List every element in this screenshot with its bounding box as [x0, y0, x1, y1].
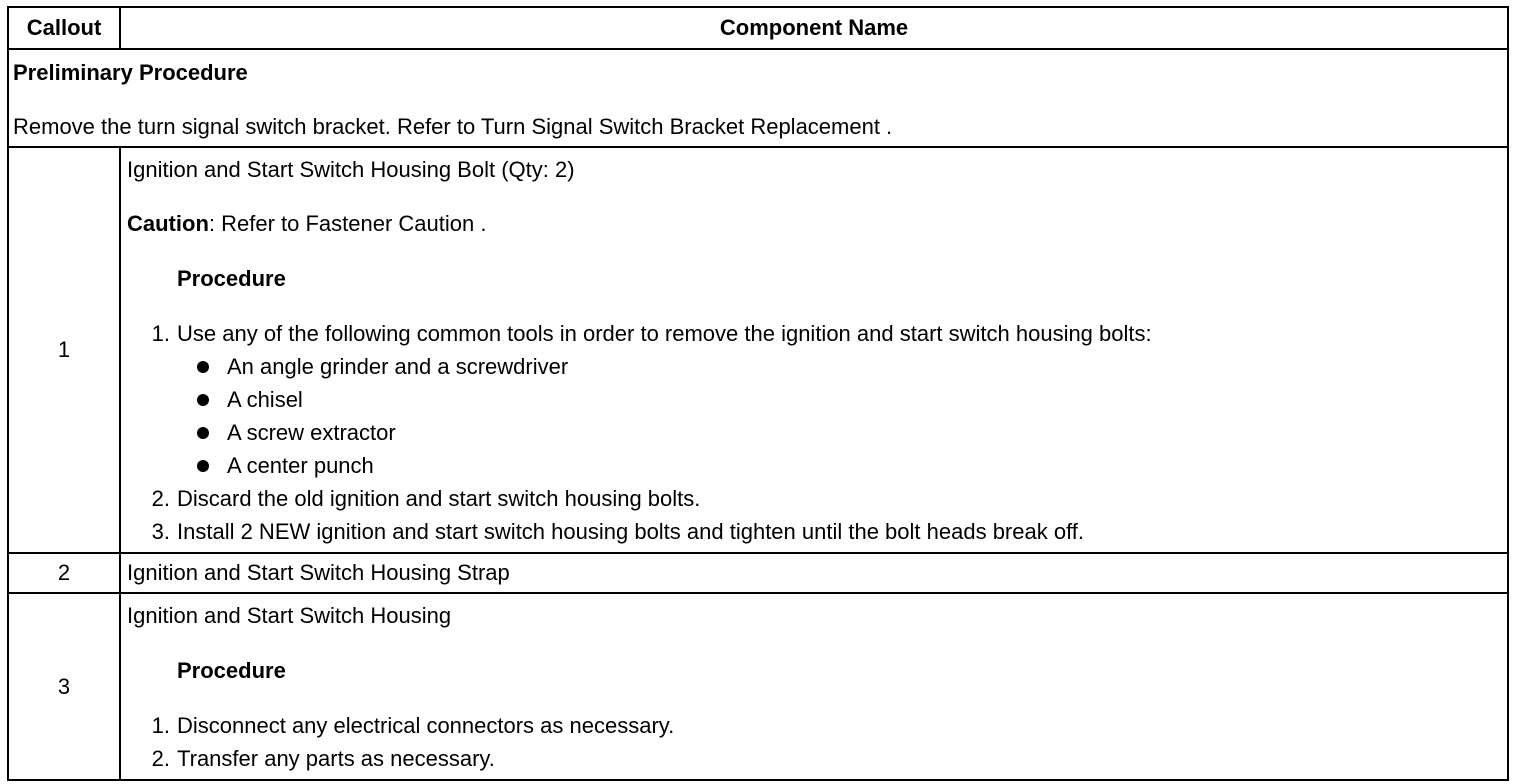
bullet-icon	[197, 394, 209, 406]
preliminary-title: Preliminary Procedure	[13, 60, 248, 85]
caution-text: : Refer to Fastener Caution .	[208, 211, 487, 236]
header-callout: Callout	[8, 7, 120, 49]
list-item	[227, 383, 1503, 416]
step-number: 2.	[151, 746, 170, 771]
procedure-steps	[127, 709, 1503, 775]
procedure-step	[151, 709, 1503, 742]
bullet-text: A center punch	[227, 453, 374, 478]
component-name: Ignition and Start Switch Housing	[127, 603, 452, 628]
step-text: Use any of the following common tools in order to remove the ignition and start switch housing bolts:	[177, 321, 1152, 346]
procedure-step	[151, 742, 1503, 775]
table-row	[8, 553, 1508, 593]
bullet-text: A screw extractor	[227, 420, 396, 445]
callout-number: 3	[8, 593, 120, 780]
step-text: Disconnect any electrical connectors as necessary.	[177, 713, 675, 738]
step-number: 3.	[151, 519, 170, 544]
list-item	[227, 449, 1503, 482]
step-number: 1.	[151, 713, 170, 738]
step-text: Install 2 NEW ignition and start switch housing bolts and tighten until the bolt heads break off.	[177, 519, 1085, 544]
header-row	[8, 7, 1508, 49]
step-number: 2.	[151, 486, 170, 511]
bullet-icon	[197, 361, 209, 373]
component-name: Ignition and Start Switch Housing Bolt (Qty: 2)	[127, 157, 575, 182]
caution-line	[127, 208, 1503, 240]
bullet-text: A chisel	[227, 387, 303, 412]
preliminary-row	[8, 49, 1508, 147]
list-item	[227, 350, 1503, 383]
procedure-step	[151, 317, 1503, 482]
procedure-heading: Procedure	[177, 658, 286, 683]
table-row	[8, 593, 1508, 780]
component-table	[7, 6, 1509, 781]
header-component-name: Component Name	[120, 7, 1508, 49]
step-text: Transfer any parts as necessary.	[177, 746, 495, 771]
component-name: Ignition and Start Switch Housing Strap	[120, 553, 1508, 593]
component-cell	[120, 147, 1508, 553]
component-cell	[120, 593, 1508, 780]
bullet-icon	[197, 427, 209, 439]
step-text: Discard the old ignition and start switch housing bolts.	[177, 486, 701, 511]
tool-list	[177, 350, 1503, 482]
callout-number: 2	[8, 553, 120, 593]
step-number: 1.	[151, 321, 170, 346]
bullet-icon	[197, 460, 209, 472]
callout-number: 1	[8, 147, 120, 553]
procedure-step	[151, 515, 1503, 548]
procedure-heading: Procedure	[177, 266, 286, 291]
bullet-text: An angle grinder and a screwdriver	[227, 354, 569, 379]
table-row	[8, 147, 1508, 553]
procedure-steps	[127, 317, 1503, 548]
preliminary-cell	[8, 49, 1508, 147]
list-item	[227, 416, 1503, 449]
caution-label: Caution	[127, 211, 209, 236]
preliminary-text: Remove the turn signal switch bracket. Refer to Turn Signal Switch Bracket Replacement .	[13, 114, 893, 139]
procedure-step	[151, 482, 1503, 515]
